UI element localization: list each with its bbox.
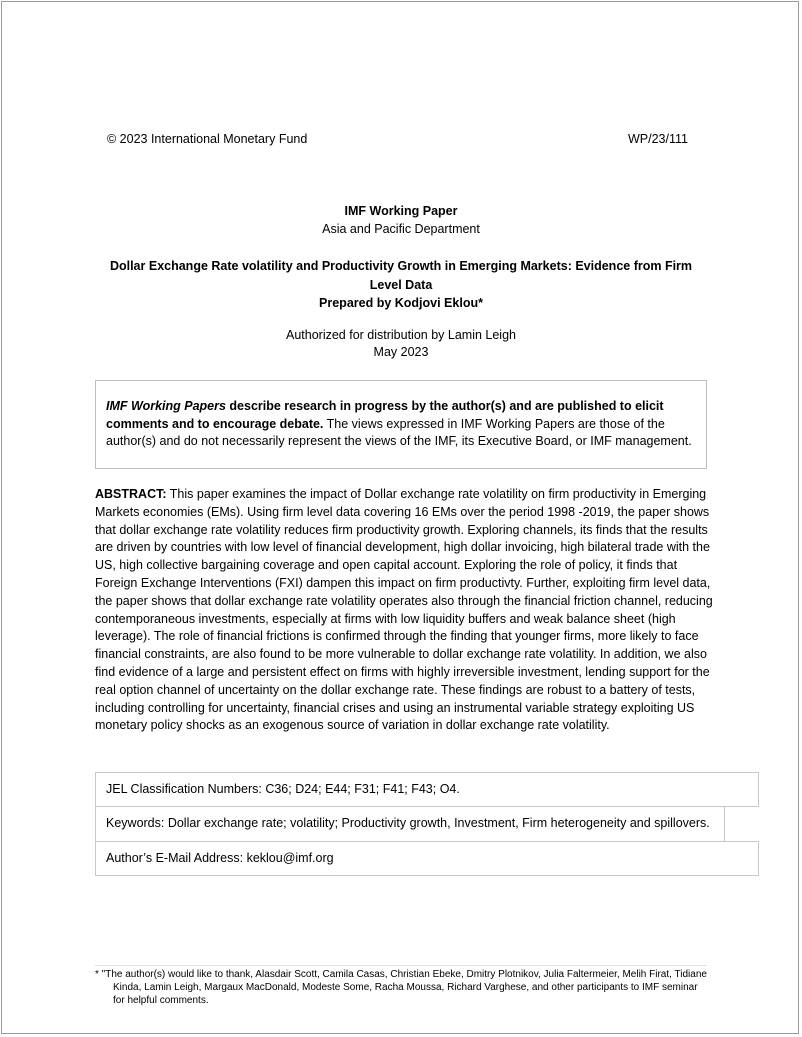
author-line: Prepared by Kodjovi Eklou* [319,296,483,310]
keywords-row [95,806,725,842]
footnote-text: "The author(s) would like to thank, Alasdair Scott, Camila Casas, Christian Ebeke, Dmitry Plotnikov, Julia Faltermeier, Melih Firat, Tidiane Kinda, Lamin Leigh, Margaux MacDonald, Modeste Some, Racha Moussa, Richard Varghese, and other participants to IMF seminar for helpful comments. [101,969,707,1007]
footnote [95,968,710,1008]
title-line-2: Level Data [369,277,433,292]
disclaimer-regular: The views expressed in IMF Working Papers are those of the author(s) and do not necessarily represent the views of the IMF, its Executive Board, or IMF management. [106,416,692,448]
author-email: Author’s E-Mail Address: keklou@imf.org [106,851,334,865]
jel-row [95,772,759,807]
series-label: IMF Working Paper [344,204,458,218]
title-line-1: Dollar Exchange Rate volatility and Productivity Growth in Emerging Markets: Evidence from Firm [109,259,693,273]
keywords: Keywords: Dollar exchange rate; volatility; Productivity growth, Investment, Firm heterogeneity and spillovers. [106,816,710,830]
department: Asia and Pacific Department [322,222,480,236]
footnote-mark: * [95,969,102,980]
disclaimer-text [106,398,701,451]
jel-classification: JEL Classification Numbers: C36; D24; E44; F31; F41; F43; O4. [106,782,460,796]
authorized-by: Authorized for distribution by Lamin Leigh [286,328,516,342]
footnote-divider [95,965,707,966]
publication-date: May 2023 [373,345,429,359]
copyright-notice: © 2023 International Monetary Fund [107,132,308,146]
email-row [95,841,759,876]
paper-number: WP/23/111 [628,132,688,146]
abstract-text: This paper examines the impact of Dollar exchange rate volatility on firm productivity in Emerging Markets economies (EMs). Using firm level data covering 16 EMs over the period 1998 -2019, the paper shows that dollar exchange rate volatility reduces firm productivity growth. Exploring channels, its finds that the results are driven by countries with low level of financial development, high dollar invoicing, high bilateral trade with the US, high collective bargaining coverage and open capital account. Exploring the role of policy, it finds that Foreign Exchange Interventions (FXI) dampen this impact on firm productivty. Further, exploiting firm level data, the paper shows that dollar exchange rate volatility operates also through the financial friction channel, reducing contemporaneous investments, especially at firms with low liquidity buffers and weak balance sheet (high leverage). The role of financial frictions is confirmed through the finding that younger firms, more likely to face financial constraints, are also found to be more vulnerable to dollar exchange rate volatility. In addition, we also find evidence of a large and persistent effect on firms with highly irreversible investment, lending support for the real option channel of uncertainty on the dollar exchange rate. These findings are robust to a battery of tests, including controlling for uncertainty, financial crises and using an instrumental variable strategy exploiting US monetary policy shocks as an exogenous source of variation in dollar exchange rate volatility. [95,487,713,733]
disclaimer-series: IMF Working Papers [106,399,226,413]
abstract-label: ABSTRACT: [95,487,167,501]
abstract [95,486,715,735]
disclaimer-bold: describe research in progress by the author(s) and are published to elicit comments and to encourage debate. [106,399,664,431]
paper-title [100,257,702,313]
